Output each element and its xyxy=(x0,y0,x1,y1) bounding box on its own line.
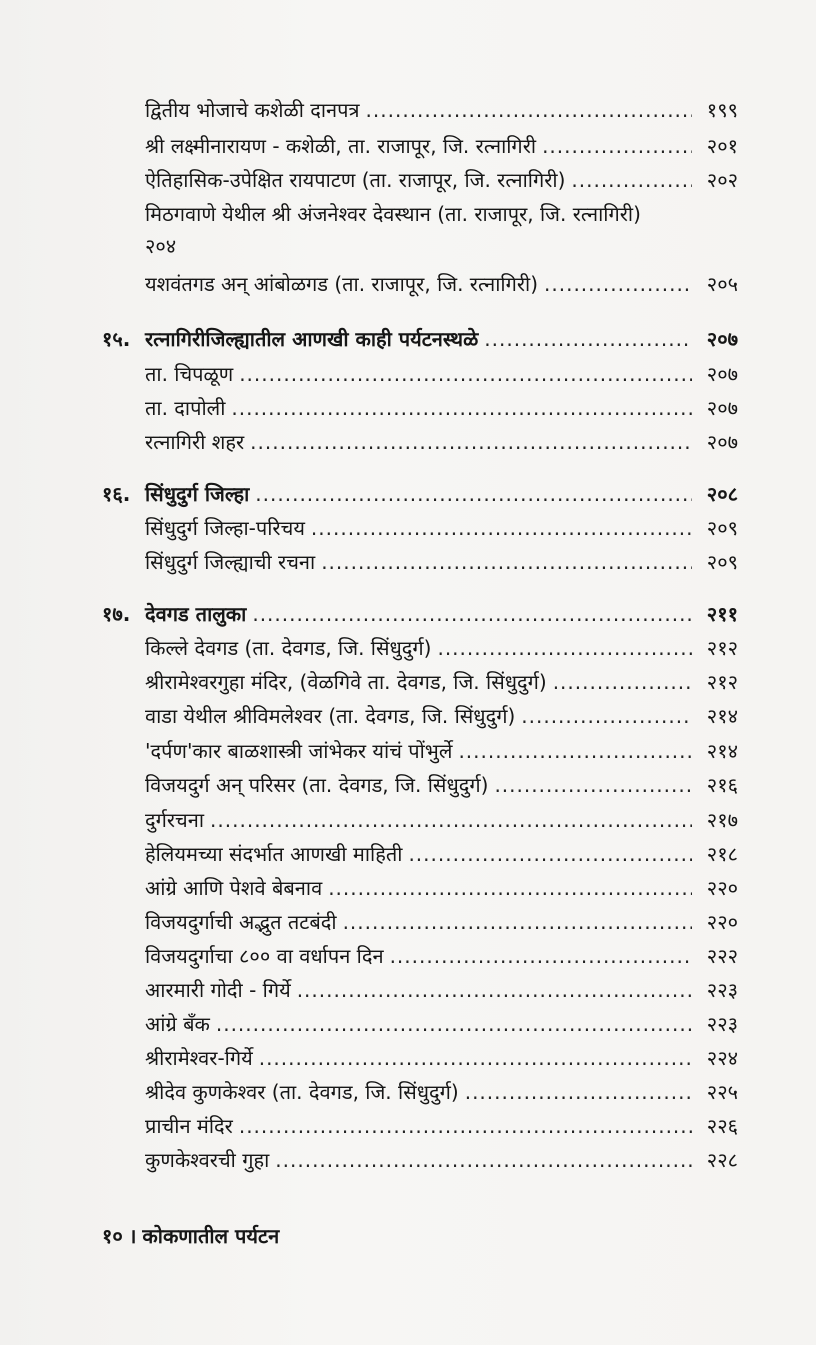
toc-entry-page: २०७ xyxy=(706,362,738,386)
toc-section-title: सिंधुदुर्ग जिल्हा xyxy=(145,482,250,506)
toc-entry xyxy=(145,976,738,1004)
toc-entry-title: किल्ले देवगड (ता. देवगड, जि. सिंधुदुर्ग) xyxy=(145,636,432,660)
toc-section-page: २०७ xyxy=(706,327,738,351)
toc-entry xyxy=(145,908,738,936)
toc-entry xyxy=(145,428,738,456)
section-number: १७. xyxy=(102,602,131,626)
dot-leader xyxy=(366,96,692,124)
toc-entry-title: श्रीरामेश्वर-गिर्ये xyxy=(145,1046,253,1070)
toc-entry-title: विजयदुर्गाची अद्भुत तटबंदी xyxy=(145,910,337,934)
toc-entry-page: २०९ xyxy=(706,516,738,540)
toc-section xyxy=(145,480,738,508)
toc-entry xyxy=(145,548,738,576)
dot-leader xyxy=(239,360,692,388)
toc-entry-page: २०७ xyxy=(706,396,738,420)
dot-leader xyxy=(458,737,692,765)
toc-entry-title: यशवंतगड अन् आंबोळगड (ता. राजापूर, जि. रत्नागिरी) xyxy=(145,272,539,296)
dot-leader xyxy=(408,840,692,868)
toc-entry-title: सिंधुदुर्ग जिल्ह्याची रचना xyxy=(145,550,316,574)
footer-page-number: १० xyxy=(102,1224,123,1248)
toc-entry xyxy=(145,702,738,730)
toc-entry xyxy=(145,166,738,194)
toc-entry-page: २१२ xyxy=(706,636,738,660)
toc-entry-page: २२६ xyxy=(706,1114,738,1138)
toc-entry-title: विजयदुर्गाचा ८०० वा वर्धापन दिन xyxy=(145,944,384,968)
dot-leader xyxy=(231,394,692,422)
toc-entry-title: विजयदुर्ग अन् परिसर (ता. देवगड, जि. सिंधुदुर्ग) xyxy=(145,773,489,797)
toc-entry-page-wrapped: २०४ xyxy=(145,234,177,258)
toc-entry-title: ता. दापोली xyxy=(145,396,226,420)
toc-entry xyxy=(145,874,738,902)
toc-entry-page: २१४ xyxy=(706,704,738,728)
toc-entry-title: हेलियमच्या संदर्भात आणखी माहिती xyxy=(145,842,403,866)
toc-entry xyxy=(145,394,738,422)
toc-entry xyxy=(145,360,738,388)
toc-entry xyxy=(145,771,738,799)
toc-entry-title-wrapped: मिठगवाणे येथील श्री अंजनेश्वर देवस्थान (ता. राजापूर, जि. रत्नागिरी) xyxy=(145,202,641,226)
toc-entry-title: कुणकेश्वरची गुहा xyxy=(145,1148,270,1172)
dot-leader xyxy=(216,1010,692,1038)
section-number: १५. xyxy=(102,327,131,351)
toc-entry-page: २२३ xyxy=(706,978,738,1002)
toc-entry-page: २२२ xyxy=(706,944,738,968)
toc-entry-title: आंग्रे आणि पेशवे बेबनाव xyxy=(145,876,323,900)
dot-leader xyxy=(553,668,692,696)
toc-section xyxy=(145,600,738,628)
dot-leader xyxy=(321,548,692,576)
toc-entry-page: २१४ xyxy=(706,739,738,763)
toc-entry-page: १९९ xyxy=(706,98,738,122)
dot-leader xyxy=(328,874,692,902)
toc-entry-title: द्वितीय भोजाचे कशेळी दानपत्र xyxy=(145,98,360,122)
toc-section-title: देवगड तालुका xyxy=(145,602,247,626)
dot-leader xyxy=(259,1044,692,1072)
dot-leader xyxy=(437,634,692,662)
toc-entry xyxy=(145,1078,738,1106)
toc-section-page: २०८ xyxy=(706,482,738,506)
toc-section-title: रत्नागिरीजिल्ह्यातील आणखी काही पर्यटनस्थळे xyxy=(145,327,479,351)
toc-entry xyxy=(145,737,738,765)
toc-entry-page: २२३ xyxy=(706,1012,738,1036)
toc-entry-page: २०७ xyxy=(706,430,738,454)
toc-entry-title: आंग्रे बँक xyxy=(145,1012,210,1036)
toc-entry xyxy=(145,1010,738,1038)
toc-entry-title: श्रीरामेश्वरगुहा मंदिर, (वेळगिवे ता. देवगड, जि. सिंधुदुर्ग) xyxy=(145,670,547,694)
toc-entry-title: ऐतिहासिक-उपेक्षित रायपाटण (ता. राजापूर, जि. रत्नागिरी) xyxy=(145,168,566,192)
toc-entry xyxy=(145,806,738,834)
dot-leader xyxy=(542,132,692,160)
toc-entry-title: आरमारी गोदी - गिर्ये xyxy=(145,978,291,1002)
dot-leader xyxy=(494,771,692,799)
toc-entry-page: २२४ xyxy=(706,1046,738,1070)
toc-entry-title: वाडा येथील श्रीविमलेश्वर (ता. देवगड, जि. सिंधुदुर्ग) xyxy=(145,704,516,728)
toc-entry-title: प्राचीन मंदिर xyxy=(145,1114,233,1138)
toc-entry-page: २१८ xyxy=(706,842,738,866)
toc-entry-page: २१६ xyxy=(706,773,738,797)
toc-entry-title: रत्नागिरी शहर xyxy=(145,430,245,454)
dot-leader xyxy=(484,325,692,353)
toc-entry-title: श्रीदेव कुणकेश्वर (ता. देवगड, जि. सिंधुदुर्ग) xyxy=(145,1080,459,1104)
toc-entry xyxy=(145,634,738,662)
dot-leader xyxy=(521,702,692,730)
dot-leader xyxy=(297,976,692,1004)
toc-entry xyxy=(145,1044,738,1072)
dot-leader xyxy=(544,270,692,298)
toc-entry xyxy=(145,840,738,868)
toc-entry xyxy=(145,668,738,696)
toc-entry-page: २१७ xyxy=(706,808,738,832)
page-footer xyxy=(102,1222,279,1249)
dot-leader xyxy=(252,600,692,628)
toc-entry xyxy=(145,1112,738,1140)
dot-leader xyxy=(465,1078,692,1106)
toc-entry-page: २२० xyxy=(706,876,738,900)
toc-entry-page: २०५ xyxy=(706,272,738,296)
toc-entry-title: ता. चिपळूण xyxy=(145,362,234,386)
dot-leader xyxy=(255,480,692,508)
dot-leader xyxy=(311,514,692,542)
dot-leader xyxy=(250,428,692,456)
toc-entry xyxy=(145,1146,738,1174)
toc-section-page: २११ xyxy=(706,602,738,626)
dot-leader xyxy=(239,1112,692,1140)
toc-entry xyxy=(145,132,738,160)
toc-entry xyxy=(145,514,738,542)
dot-leader xyxy=(343,908,692,936)
toc-entry-title: श्री लक्ष्मीनारायण - कशेळी, ता. राजापूर, जि. रत्नागिरी xyxy=(145,134,537,158)
dot-leader xyxy=(571,166,692,194)
footer-book-title: कोकणातील पर्यटन xyxy=(142,1224,280,1248)
toc-entry xyxy=(145,96,738,124)
dot-leader xyxy=(275,1146,692,1174)
toc-entry-page: २१२ xyxy=(706,670,738,694)
toc-entry-page: २२० xyxy=(706,910,738,934)
toc-entry-title: 'दर्पण'कार बाळशास्त्री जांभेकर यांचं पोंभुर्ले xyxy=(145,739,453,763)
toc-entry-page: २०२ xyxy=(706,168,738,192)
toc-entry-page: २०९ xyxy=(706,550,738,574)
toc-entry xyxy=(145,942,738,970)
toc-entry-title: सिंधुदुर्ग जिल्हा-परिचय xyxy=(145,516,305,540)
toc-section xyxy=(145,325,738,353)
toc-entry-page: २०१ xyxy=(706,134,738,158)
toc-entry-title: दुर्गरचना xyxy=(145,808,205,832)
footer-separator: । xyxy=(128,1224,137,1248)
toc-entry xyxy=(145,270,738,298)
dot-leader xyxy=(210,806,692,834)
section-number: १६. xyxy=(102,482,131,506)
toc-entry-page: २२८ xyxy=(706,1148,738,1172)
dot-leader xyxy=(390,942,692,970)
toc-entry-page: २२५ xyxy=(706,1080,738,1104)
